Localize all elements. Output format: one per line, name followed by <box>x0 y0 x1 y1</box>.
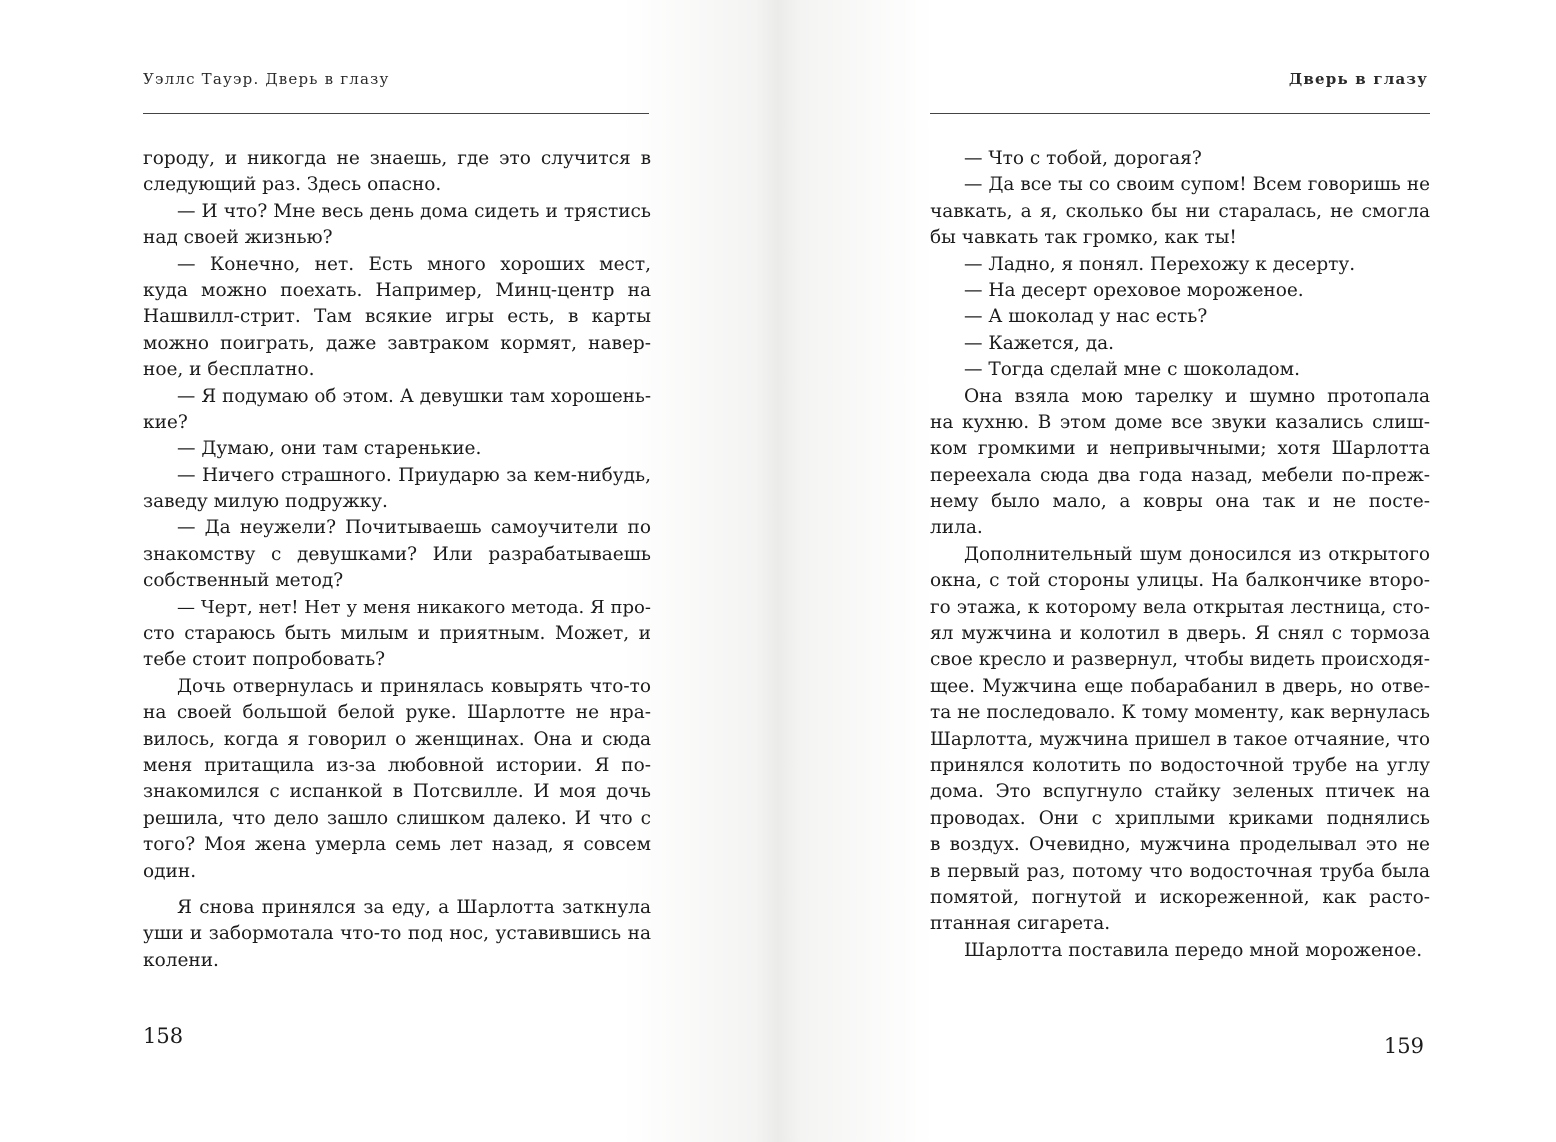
text-line: решила, что дело зашло слишком далеко. И что с <box>143 807 651 829</box>
text-line: — Кажется, да. <box>964 332 1115 354</box>
left-page-number: 158 <box>143 1024 184 1048</box>
text-line: свое кресло и развернул, чтобы видеть происходя- <box>930 649 1430 671</box>
text-line: проводах. Они с хриплыми криками поднялись <box>930 807 1430 829</box>
text-line: — Да все ты со своим супом! Всем говоришь не <box>964 174 1430 196</box>
text-line: — На десерт ореховое мороженое. <box>964 279 1304 301</box>
text-line: бы чавкать так громко, как ты! <box>930 227 1237 249</box>
text-line: щее. Мужчина еще побарабанил в дверь, но отве- <box>930 675 1430 697</box>
left-text-block <box>143 146 651 974</box>
text-line: принялся колотить по водосточной трубе на углу <box>930 754 1430 776</box>
text-line: го этажа, к которому вела открытая лестница, сто- <box>930 596 1430 618</box>
text-line: над своей жизнью? <box>143 227 333 249</box>
text-line: — Ладно, я понял. Перехожу к десерту. <box>964 253 1356 275</box>
text-line: ял мужчина и колотил в дверь. Я снял с тормоза <box>930 623 1430 645</box>
text-line: знакомился с испанкой в Потсвилле. И моя дочь <box>143 781 651 803</box>
text-line: — А шоколад у нас есть? <box>964 306 1208 328</box>
right-text-block <box>930 146 1430 964</box>
text-line: в воздух. Очевидно, мужчина проделывал это не <box>930 834 1430 856</box>
text-line: нему было мало, а ковры она так и не посте- <box>930 491 1430 513</box>
text-line: Я снова принялся за еду, а Шарлотта заткнула <box>177 896 651 918</box>
text-line: ное, и бесплатно. <box>143 359 315 381</box>
text-line: кие? <box>143 411 188 433</box>
text-line: собственный метод? <box>143 570 344 592</box>
text-line: заведу милую подружку. <box>143 491 388 513</box>
text-line: того? Моя жена умерла семь лет назад, я совсем <box>143 834 651 856</box>
text-line: знакомству с девушками? Или разрабатываешь <box>143 543 651 565</box>
text-line: Дочь отвернулась и принялась ковырять что-то <box>177 675 651 697</box>
text-line: — Да неужели? Почитываешь самоучители по <box>177 517 651 539</box>
text-line: — Что с тобой, дорогая? <box>964 148 1202 169</box>
text-line: городу, и никогда не знаешь, где это случится в <box>143 148 651 169</box>
text-line: меня притащила из-за любовной истории. Я по- <box>143 754 651 776</box>
right-running-head: Дверь в глазу <box>1288 70 1428 88</box>
text-line: переехала сюда два года назад, мебели по-преж- <box>930 464 1430 486</box>
right-page <box>778 0 1556 1142</box>
text-line: в первый раз, потому что водосточная труба была <box>930 860 1430 882</box>
text-line: на кухню. В этом доме все звуки казались слиш- <box>930 411 1430 433</box>
text-line: — Тогда сделай мне с шоколадом. <box>964 359 1300 381</box>
text-line: ком громкими и непривычными; хотя Шарлотта <box>930 438 1430 460</box>
text-line: — Думаю, они там старенькие. <box>177 438 482 460</box>
text-line: — Ничего страшного. Приударю за кем-нибудь, <box>177 464 651 486</box>
text-line: один. <box>143 860 197 882</box>
text-line: сто стараюсь быть милым и приятным. Может, и <box>143 623 651 645</box>
text-line: помятой, погнутой и искореженной, как расто- <box>930 886 1430 908</box>
text-line: вилось, когда я говорил о женщинах. Она и сюда <box>143 728 651 750</box>
text-line: Шарлотта поставила передо мной мороженое. <box>964 939 1423 961</box>
text-line: чавкать, а я, сколько бы ни старалась, не смогла <box>930 200 1430 222</box>
text-line: уши и забормотала что-то под нос, уставившись на <box>143 923 651 945</box>
text-line: дома. Это вспугнуло стайку зеленых птичек на <box>930 781 1430 803</box>
text-line: Шарлотта, мужчина пришел в такое отчаяние, что <box>930 728 1430 750</box>
text-line: — Я подумаю об этом. А девушки там хорошень- <box>177 385 651 407</box>
text-line: — Конечно, нет. Есть много хороших мест, <box>177 253 651 275</box>
right-page-number: 159 <box>1383 1034 1424 1058</box>
left-header-rule <box>143 113 649 114</box>
text-line: следующий раз. Здесь опасно. <box>143 174 442 196</box>
text-line: окна, с той стороны улицы. На балкончике второ- <box>930 570 1430 592</box>
text-line: Дополнительный шум доносился из открытого <box>964 543 1430 565</box>
left-running-head: Уэллс Тауэр. Дверь в глазу <box>143 70 390 88</box>
text-line: птанная сигарета. <box>930 913 1111 935</box>
text-line: лила. <box>930 517 983 539</box>
text-line: тебе стоит попробовать? <box>143 649 386 671</box>
text-line: куда можно поехать. Например, Минц-центр на <box>143 279 651 301</box>
text-line: — Черт, нет! Нет у меня никакого метода. Я про- <box>177 596 651 618</box>
text-line: можно поиграть, даже завтраком кормят, навер- <box>143 332 651 354</box>
text-line: Она взяла мою тарелку и шумно протопала <box>964 385 1430 407</box>
right-header-rule <box>930 113 1430 114</box>
text-line: колени. <box>143 949 219 971</box>
text-line: Нашвилл-стрит. Там всякие игры есть, в карты <box>143 306 651 328</box>
text-line: та не последовало. К тому моменту, как вернулась <box>930 702 1430 724</box>
text-line: — И что? Мне весь день дома сидеть и трястись <box>177 200 651 222</box>
text-line: на своей большой белой руке. Шарлотте не нра- <box>143 702 651 724</box>
